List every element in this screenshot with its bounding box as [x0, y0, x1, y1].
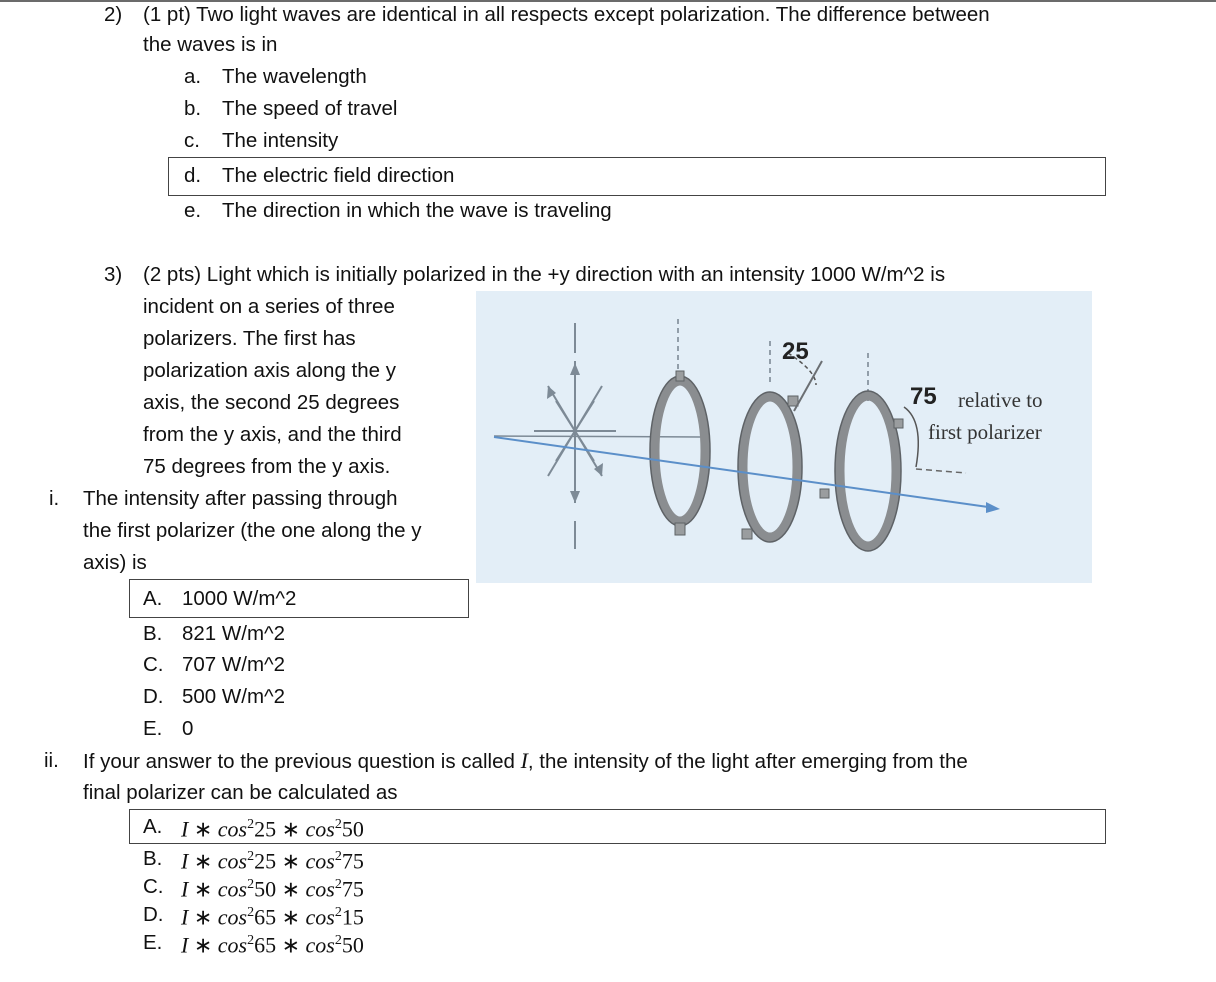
angle-75-label: 75: [910, 383, 937, 410]
q2-option-e-text: The direction in which the wave is traveling: [222, 199, 612, 222]
part-i-option-e-letter: E.: [143, 717, 163, 740]
part-i-option-b-letter: B.: [143, 622, 163, 645]
relative-label-line2: first polarizer: [928, 420, 1042, 444]
pre-beam: [494, 436, 701, 437]
q3-number: 3): [104, 263, 123, 286]
part-i-option-d-letter: D.: [143, 685, 164, 708]
part-i-option-a-text: 1000 W/m^2: [182, 587, 297, 610]
q3-stem-line: 75 degrees from the y axis.: [143, 455, 391, 478]
q2-option-b-text: The speed of travel: [222, 97, 398, 120]
part-ii-option-formula: I ∗ $\cos^225$ ∗ $\cos^250$: [181, 816, 364, 842]
q2-option-b-letter: b.: [184, 97, 202, 120]
part-i-line: the first polarizer (the one along the y: [83, 519, 422, 542]
part-ii-numeral: ii.: [44, 749, 59, 772]
q2-option-c-text: The intensity: [222, 129, 339, 152]
q3-stem-line: from the y axis, and the third: [143, 423, 402, 446]
q2-number: 2): [104, 3, 123, 26]
q3-stem-line: axis, the second 25 degrees: [143, 391, 400, 414]
q3-stem-line: polarizers. The first has: [143, 327, 356, 350]
part-i-option-e-text: 0: [182, 717, 194, 740]
q2-option-a-text: The wavelength: [222, 65, 367, 88]
part-ii-option-formula: I ∗ $\cos^225$ ∗ $\cos^275$: [181, 848, 364, 874]
angle-25-label: 25: [782, 338, 809, 365]
part-ii-option-letter: B.: [143, 847, 163, 870]
part-ii-line2: final polarizer can be calculated as: [83, 781, 398, 804]
part-ii-option-letter: D.: [143, 903, 164, 926]
part-i-option-a-letter: A.: [143, 587, 163, 610]
polarizer-figure: [476, 291, 1092, 583]
part-i-option-c-letter: C.: [143, 653, 164, 676]
part-i-option-c-text: 707 W/m^2: [182, 653, 286, 676]
part-i-option-d-text: 500 W/m^2: [182, 685, 286, 708]
q2-option-d-text: The electric field direction: [222, 164, 455, 187]
part-i-answer-box: [129, 579, 469, 618]
q2-option-a-letter: a.: [184, 65, 202, 88]
q3-stem-line: incident on a series of three: [143, 295, 395, 318]
part-ii-option-letter: E.: [143, 931, 163, 954]
intensity-variable: I: [520, 748, 528, 773]
q2-option-c-letter: c.: [184, 129, 200, 152]
part-ii-option-letter: C.: [143, 875, 164, 898]
part-i-line: The intensity after passing through: [83, 487, 398, 510]
q2-option-d-letter: d.: [184, 164, 202, 187]
relative-label-line1: relative to: [958, 388, 1043, 412]
part-ii-option-formula: I ∗ $\cos^265$ ∗ $\cos^215$: [181, 904, 364, 930]
part-ii-option-letter: A.: [143, 815, 163, 838]
part-ii-line1: If your answer to the previous question is called I, the intensity of the light after emerging from the: [83, 748, 968, 773]
q2-option-e-letter: e.: [184, 199, 202, 222]
q3-stem-line: polarization axis along the y: [143, 359, 396, 382]
part-i-line: axis) is: [83, 551, 147, 574]
q3-stem-line1: (2 pts) Light which is initially polarized in the +y direction with an intensity 1000 W/m^2 is: [143, 263, 946, 286]
part-i-option-b-text: 821 W/m^2: [182, 622, 286, 645]
part-ii-option-formula: I ∗ $\cos^265$ ∗ $\cos^250$: [181, 932, 364, 958]
q2-stem-line1: (1 pt) Two light waves are identical in all respects except polarization. The difference between: [143, 3, 990, 26]
part-ii-option-formula: I ∗ $\cos^250$ ∗ $\cos^275$: [181, 876, 364, 902]
q2-stem-line2: the waves is in: [143, 33, 278, 56]
part-i-numeral: i.: [49, 487, 60, 510]
